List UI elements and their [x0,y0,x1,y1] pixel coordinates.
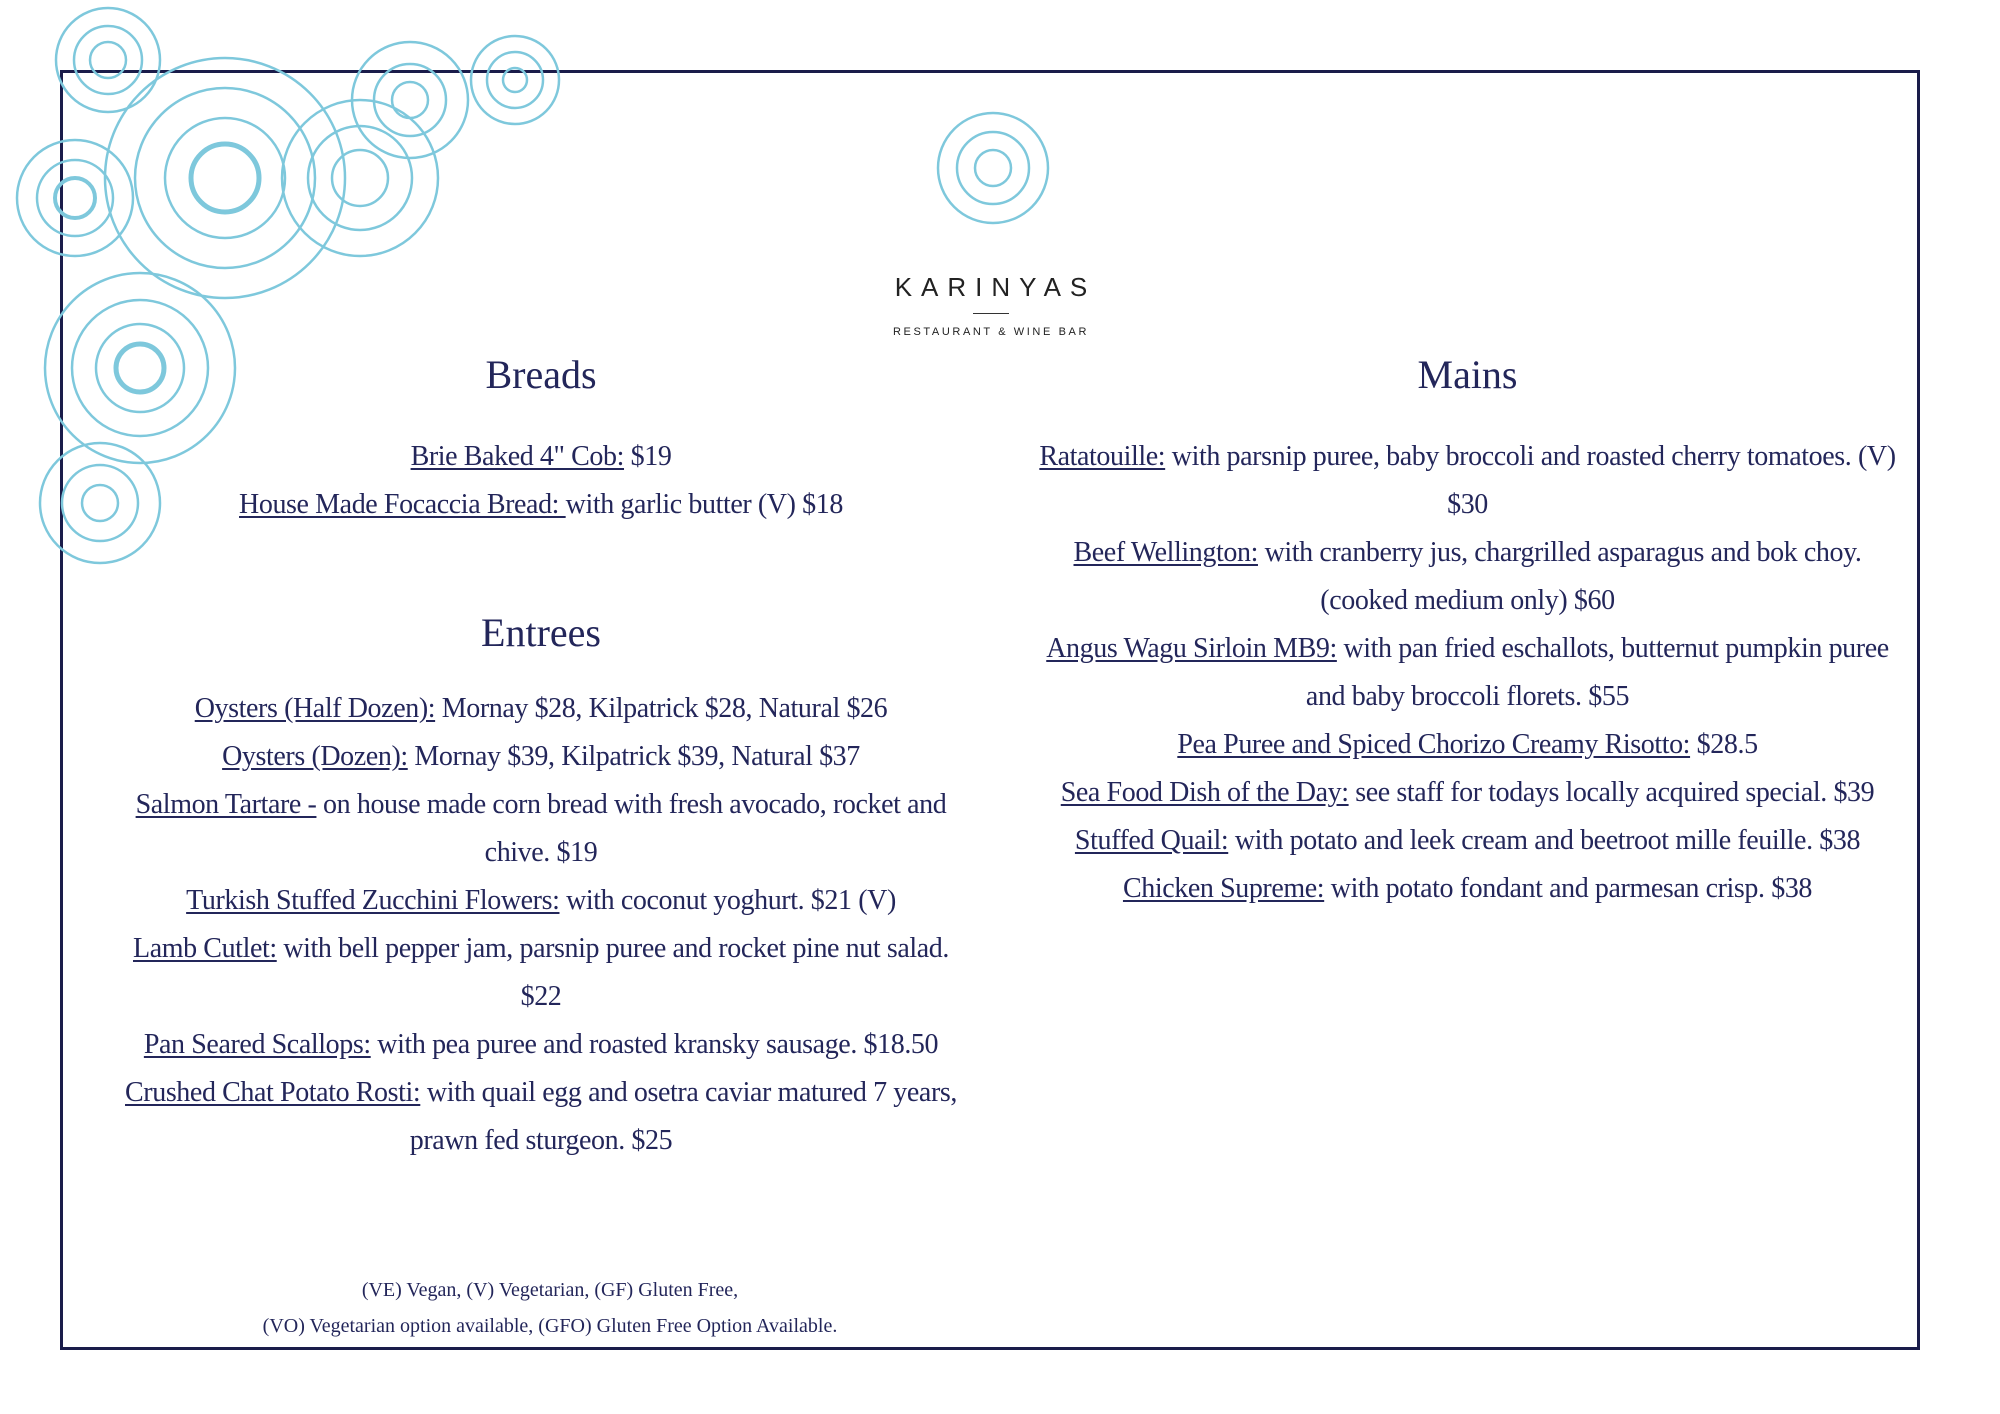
menu-item [110,1069,972,1165]
menu-item-description: $19 [624,441,672,472]
menu-item-name: Ratatouille: [1039,441,1166,472]
menu-item-description: with bell pepper jam, parsnip puree and rocket pine nut salad. $22 [276,933,949,1012]
menu-item [110,481,972,529]
restaurant-logo [841,272,1141,338]
swirl-icon [56,8,160,112]
swirl-icon [471,36,559,124]
menu-item-name: Chicken Supreme: [1122,873,1325,904]
breads-heading: Breads [485,352,597,397]
menu-item-description: with cranberry jus, chargrilled asparagus and bok choy. (cooked medium only) $60 [1257,537,1862,616]
swirl-icon [17,140,133,256]
dietary-legend [160,1272,940,1344]
menu-item [110,433,972,481]
menu-item-name: Angus Wagu Sirloin MB9: [1046,633,1337,664]
mains-heading: Mains [1417,352,1518,397]
logo-subtitle: RESTAURANT & WINE BAR [893,326,1089,338]
menu-item [110,685,972,733]
menu-item-description: $28.5 [1690,729,1758,760]
menu-item-description: with potato fondant and parmesan crisp. $38 [1324,873,1813,904]
swirl-icon [282,100,438,256]
menu-item-description: on house made corn bread with fresh avocado, rocket and chive. $19 [316,789,947,868]
menu-item [1035,625,1900,721]
menu-item [110,925,972,1021]
breads-section [110,352,972,529]
menu-item [110,733,972,781]
menu-item-description: with coconut yoghurt. $21 (V) [559,885,896,916]
menu-item-name: Lamb Cutlet: [133,933,277,964]
menu-item-name: Crushed Chat Potato Rosti: [125,1077,421,1108]
menu-item-description: Mornay $28, Kilpatrick $28, Natural $26 [435,693,888,724]
menu-item-name: Pea Puree and Spiced Chorizo Creamy Risotto: [1177,729,1691,760]
menu-item-name: Turkish Stuffed Zucchini Flowers: [186,885,560,916]
menu-item-name: Brie Baked 4" Cob: [410,441,625,472]
menu-item-description: with pan fried eschallots, butternut pumpkin puree and baby broccoli florets. $55 [1305,633,1889,712]
menu-item [110,1021,972,1069]
menu-item-name: Pan Seared Scallops: [143,1029,371,1060]
menu-item [1035,769,1900,817]
menu-item [1035,817,1900,865]
menu-item-name: Oysters (Half Dozen): [194,693,436,724]
menu-item-description: with quail egg and osetra caviar matured 7 years, prawn fed sturgeon. $25 [409,1077,957,1156]
entrees-section [110,610,972,1165]
menu-item-description: with pea puree and roasted kransky sausage. $18.50 [370,1029,939,1060]
menu-item [1035,433,1900,529]
menu-item [1035,721,1900,769]
menu-item-description: see staff for todays locally acquired special. $39 [1348,777,1875,808]
swirl-icon [938,113,1048,223]
menu-item [1035,529,1900,625]
menu-item [110,781,972,877]
menu-item-description: with garlic butter (V) $18 [565,489,843,520]
menu-item-description: with parsnip puree, baby broccoli and roasted cherry tomatoes. (V) $30 [1165,441,1896,520]
menu-item-name: Stuffed Quail: [1074,825,1229,856]
logo-divider [973,313,1009,314]
menu-item [110,877,972,925]
menu-item-description: with potato and leek cream and beetroot mille feuille. $38 [1228,825,1861,856]
mains-section [1035,352,1900,913]
menu-item-name: Salmon Tartare - [135,789,317,820]
menu-item-name: Oysters (Dozen): [222,741,408,772]
menu-item-name: Beef Wellington: [1073,537,1258,568]
menu-item [1035,865,1900,913]
menu-item-name: House Made Focaccia Bread: [239,489,566,520]
legend-line-2: (VO) Vegetarian option available, (GFO) Gluten Free Option Available. [262,1315,838,1337]
legend-line-1: (VE) Vegan, (V) Vegetarian, (GF) Gluten Free, [361,1279,739,1301]
entrees-heading: Entrees [481,610,601,655]
menu-item-name: Sea Food Dish of the Day: [1060,777,1349,808]
menu-item-description: Mornay $39, Kilpatrick $39, Natural $37 [407,741,860,772]
logo-name: KARINYAS [894,272,1097,302]
